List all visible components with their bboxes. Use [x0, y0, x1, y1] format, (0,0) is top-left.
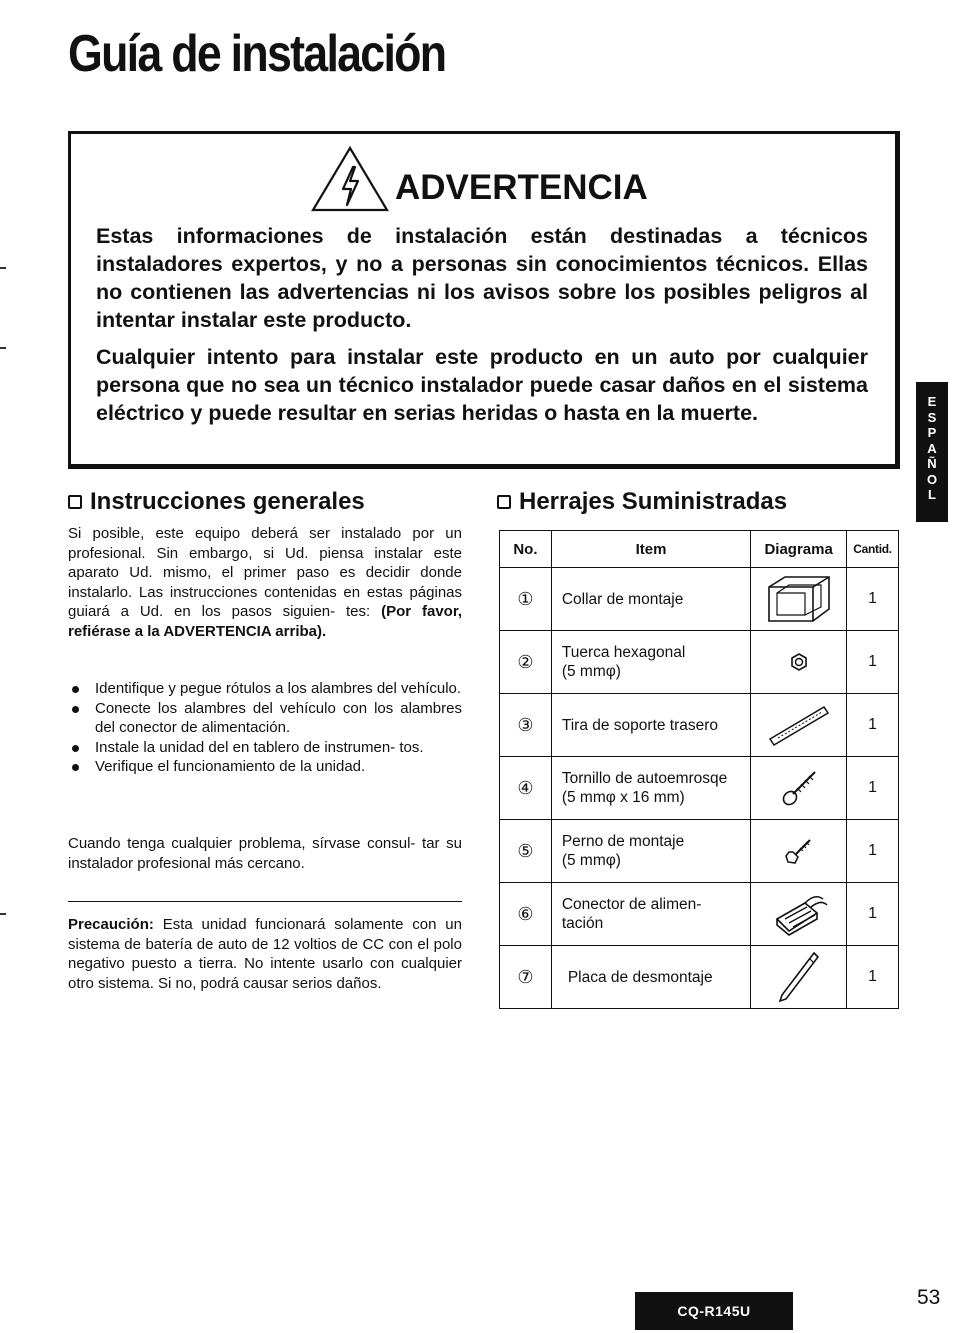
- column-header-qty: Cantid.: [847, 531, 899, 568]
- row-diagram: [751, 757, 847, 820]
- bullet-icon: [72, 706, 79, 713]
- caution-text: Esta unidad funcionará solamente con un sistema de batería de auto de 12 voltios de CC con el polo negativo puesto a tierra. No intente usarlo con cualquier otro sistema. Si no, podrá causar serios daños.: [68, 916, 462, 992]
- row-item: [551, 568, 750, 631]
- table-row: [500, 631, 899, 694]
- list-item: [68, 699, 462, 738]
- warning-triangle-icon: [310, 145, 390, 213]
- list-item: [68, 679, 462, 699]
- row-item: [551, 757, 750, 820]
- caution-label: Precaución:: [68, 916, 154, 933]
- mounting-bolt-icon: [784, 836, 814, 866]
- bullet-icon: [72, 745, 79, 752]
- language-tab-letter: E: [927, 394, 937, 409]
- row-qty: 1: [847, 694, 899, 757]
- page-title: Guía de instalación: [68, 25, 446, 83]
- row-item: [551, 820, 750, 883]
- row-number: ②: [500, 631, 552, 694]
- language-tab-letter: S: [927, 409, 937, 425]
- item-name: Tornillo de autoemrosqe: [561, 770, 728, 787]
- language-tab-letter: P: [927, 425, 937, 440]
- warning-paragraph-2: Cualquier intento para instalar este producto en un auto por cualquier persona que no sea un técnico instalador puede casar daños en el sistema eléctrico y puede resultar en serias heridas o hasta en la muerte.: [96, 345, 868, 425]
- row-number: ⑦: [500, 946, 552, 1009]
- item-spec: (5 mmφ): [561, 852, 621, 869]
- item-name: Placa de desmontaje: [567, 968, 713, 986]
- general-intro-text: Si posible, este equipo deberá ser instalado por un profesional. Sin embargo, si Ud. piensa instalar este aparato Ud. mismo, el primer paso es decidir donde instalarlo. Las instrucciones contenidas en estas páginas guiará a Ud. en los pasos siguien- tes:: [68, 525, 462, 620]
- column-header-item: Item: [551, 531, 750, 568]
- bullet-icon: [72, 764, 79, 771]
- item-name: Tuerca hexagonal: [561, 644, 686, 661]
- rear-support-strap-icon: [766, 701, 832, 749]
- list-item-text: Conecte los alambres del vehículo con los alambres del conector de alimentación.: [95, 699, 462, 736]
- warning-paragraph-1: Estas informaciones de instalación están destinadas a técnicos instaladores expertos, y no a personas sin conocimientos técnicos. Ellas no contienen las advertencias ni los avisos sobre los posibles peligros al intentar instalar este producto.: [96, 224, 868, 332]
- row-number: ③: [500, 694, 552, 757]
- row-qty: 1: [847, 946, 899, 1009]
- item-spec: tación: [561, 915, 604, 932]
- list-item-text: Verifique el funcionamiento de la unidad.: [95, 758, 366, 775]
- hardware-table: [499, 530, 899, 1009]
- instruction-list: [68, 679, 462, 777]
- item-name: Tira de soporte trasero: [561, 716, 719, 734]
- row-diagram: [751, 694, 847, 757]
- hex-nut-icon: [789, 652, 809, 672]
- power-connector-icon: [769, 891, 829, 937]
- column-header-no: No.: [500, 531, 552, 568]
- language-tab-letter: A: [927, 440, 937, 456]
- item-name: Perno de montaje: [561, 833, 685, 850]
- row-item: [551, 694, 750, 757]
- column-header-diagram: Diagrama: [751, 531, 847, 568]
- table-row: [500, 568, 899, 631]
- item-name: Conector de alimen-: [561, 896, 702, 913]
- table-row: [500, 946, 899, 1009]
- table-header-row: [500, 531, 899, 568]
- language-tab: [916, 382, 948, 522]
- removal-plate-icon: [774, 949, 824, 1005]
- tapping-screw-icon: [779, 768, 819, 808]
- row-qty: 1: [847, 757, 899, 820]
- warning-heading: ADVERTENCIA: [395, 168, 648, 207]
- table-row: [500, 883, 899, 946]
- row-number: ⑥: [500, 883, 552, 946]
- row-item: [551, 946, 750, 1009]
- page-number: 53: [917, 1286, 941, 1309]
- bullet-icon: [72, 686, 79, 693]
- row-diagram: [751, 946, 847, 1009]
- row-qty: 1: [847, 631, 899, 694]
- checkbox-icon: [497, 495, 511, 509]
- row-diagram: [751, 883, 847, 946]
- hardware-heading: [497, 490, 787, 514]
- row-diagram: [751, 568, 847, 631]
- general-intro: [68, 524, 462, 641]
- list-item: [68, 738, 462, 758]
- table-row: [500, 820, 899, 883]
- language-tab-letter: L: [928, 487, 936, 502]
- list-item-text: Identifique y pegue rótulos a los alambres del vehículo.: [95, 680, 462, 697]
- caution-paragraph: [68, 915, 462, 993]
- row-qty: 1: [847, 820, 899, 883]
- row-qty: 1: [847, 883, 899, 946]
- margin-mark: [0, 347, 6, 349]
- list-item: [68, 757, 462, 777]
- margin-mark: [0, 267, 6, 269]
- table-row: [500, 694, 899, 757]
- model-label: CQ-R145U: [635, 1292, 793, 1330]
- row-qty: 1: [847, 568, 899, 631]
- checkbox-icon: [68, 495, 82, 509]
- row-number: ⑤: [500, 820, 552, 883]
- general-instructions-title: Instrucciones generales: [90, 488, 365, 515]
- row-diagram: [751, 631, 847, 694]
- divider: [68, 901, 462, 902]
- mounting-collar-icon: [763, 573, 835, 625]
- list-item-text: Instale la unidad del en tablero de instrumen- tos.: [95, 738, 424, 756]
- row-item: [551, 631, 750, 694]
- row-number: ①: [500, 568, 552, 631]
- row-number: ④: [500, 757, 552, 820]
- language-tab-letter: Ñ: [927, 456, 937, 471]
- table-row: [500, 757, 899, 820]
- item-spec: (5 mmφ x 16 mm): [561, 789, 685, 806]
- row-diagram: [751, 820, 847, 883]
- hardware-title: Herrajes Suministradas: [519, 488, 788, 515]
- row-item: [551, 883, 750, 946]
- general-intro-bold: (Por favor, refiérase a la ADVERTENCIA arriba).: [68, 603, 463, 640]
- item-spec: (5 mmφ): [561, 663, 621, 680]
- help-paragraph: Cuando tenga cualquier problema, sírvase consul- tar su instalador profesional más cercano.: [68, 835, 462, 872]
- general-instructions-heading: [68, 490, 365, 514]
- item-name: Collar de montaje: [561, 590, 684, 608]
- language-tab-letter: O: [926, 471, 938, 487]
- margin-mark: [0, 913, 6, 915]
